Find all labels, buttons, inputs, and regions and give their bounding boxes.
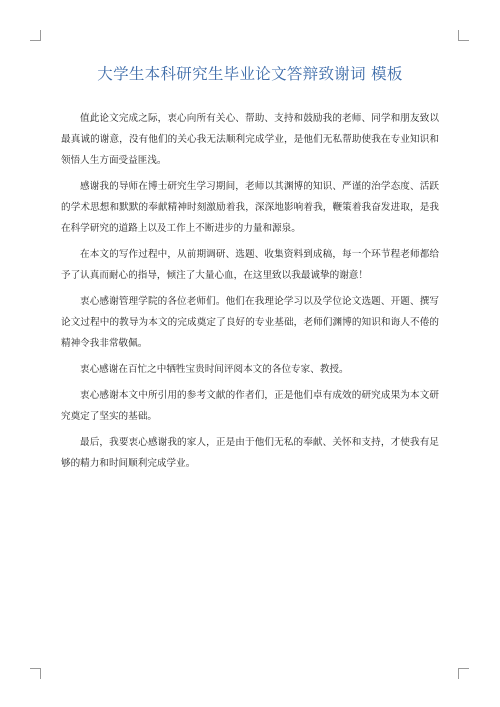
paragraph-faculty: 衷心感谢管理学院的各位老师们。他们在我理论学习以及学位论文选题、开题、撰写论文过程中的教导为本文的完成奠定了良好的专业基础，老师们渊博的知识和诲人不倦的精神令我非常敬佩。 xyxy=(61,296,439,349)
crop-mark-top-right xyxy=(458,30,469,41)
crop-mark-bottom-right xyxy=(458,668,469,679)
paragraph-references: 衷心感谢本文中所引用的参考文献的作者们，正是他们卓有成效的研究成果为本文研究奠定了坚实的基础。 xyxy=(61,390,439,422)
paragraph-reviewers: 衷心感谢在百忙之中牺牲宝贵时间评阅本文的各位专家、教授。 xyxy=(80,364,349,375)
document-body xyxy=(61,108,439,479)
paragraph-intro: 值此论文完成之际，衷心向所有关心、帮助、支持和鼓励我的老师、同学和朋友致以最真诚的谢意，没有他们的关心我无法顺利完成学业，是他们无私帮助使我在专业知识和领悟人生方面受益匪浅。 xyxy=(61,113,439,166)
page-title: 大学生本科研究生毕业论文答辩致谢词 模板 xyxy=(97,65,403,83)
crop-mark-top-left xyxy=(30,30,41,41)
paragraph-writing-process: 在本文的写作过程中，从前期调研、选题、收集资料到成稿，每一个环节程老师都给予了认真而耐心的指导，倾注了大量心血，在这里致以我最诚挚的谢意！ xyxy=(61,249,439,281)
crop-mark-bottom-left xyxy=(30,668,41,679)
paragraph-advisor: 感谢我的导师在博士研究生学习期间，老师以其渊博的知识、严谨的治学态度、活跃的学术思想和默默的奉献精神时刻激励着我，深深地影响着我，鞭策着我奋发进取，是我在科学研究的道路上以及工作上不断进步的力量和源泉。 xyxy=(61,181,439,234)
paragraph-family: 最后，我要衷心感谢我的家人，正是由于他们无私的奉献、关怀和支持，才使我有足够的精力和时间顺利完成学业。 xyxy=(61,437,439,469)
